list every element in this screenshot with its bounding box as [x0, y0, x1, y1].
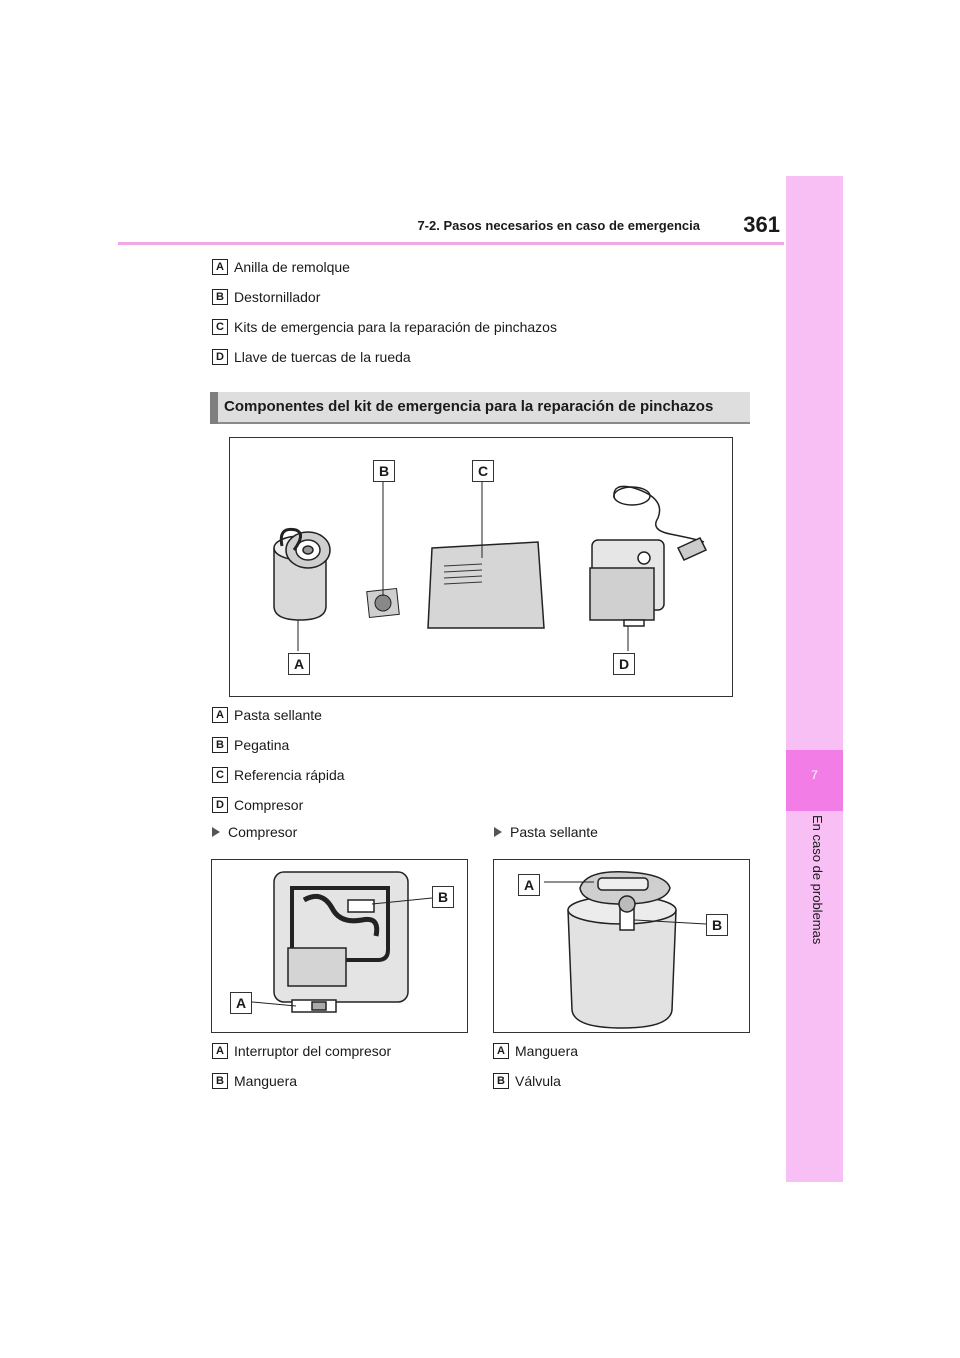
triangle-bullet-icon [212, 827, 220, 837]
list-item [212, 705, 322, 725]
chapter-side-tab [786, 176, 843, 1182]
list-item [212, 1071, 297, 1091]
page-number: 361 [743, 212, 780, 237]
item-badge: C [212, 319, 228, 335]
item-label: Pegatina [234, 737, 290, 753]
figure-callout-label: B [373, 460, 395, 482]
item-badge: B [212, 289, 228, 305]
compressor-drawing [590, 486, 706, 626]
section-title: Componentes del kit de emergencia para la reparación de pinchazos [224, 398, 714, 415]
item-badge: C [212, 767, 228, 783]
list-item [212, 1041, 391, 1061]
figure-callout-label: A [288, 653, 310, 675]
item-label: Destornillador [234, 289, 321, 305]
item-label: Manguera [234, 1073, 298, 1089]
item-label: Referencia rápida [234, 767, 345, 783]
list-item [212, 347, 411, 367]
list-item [493, 1071, 561, 1091]
quick-reference-drawing [428, 542, 544, 628]
triangle-bullet-icon [494, 827, 502, 837]
figure-callout-label: A [230, 992, 252, 1014]
item-label: Pasta sellante [234, 707, 322, 723]
figure-callout-label: B [432, 886, 454, 908]
item-badge: D [212, 349, 228, 365]
figure-callout-label: C [472, 460, 494, 482]
list-item [212, 795, 303, 815]
sealant-figure [493, 859, 750, 1033]
item-badge: A [212, 259, 228, 275]
compressor-heading-text: Compresor [228, 824, 298, 840]
item-badge: B [493, 1073, 509, 1089]
section-label: 7-2. Pasos necesarios en caso de emergencia [417, 218, 700, 233]
item-label: Compresor [234, 797, 304, 813]
chapter-title: En caso de problemas [810, 815, 825, 945]
item-label: Kits de emergencia para la reparación de pinchazos [234, 319, 557, 335]
sealant-heading [494, 824, 598, 840]
item-badge: A [212, 707, 228, 723]
item-badge: B [212, 737, 228, 753]
section-heading-accent [210, 392, 218, 424]
list-item [212, 735, 289, 755]
kit-components-figure [229, 437, 733, 697]
list-item [212, 765, 345, 785]
sealant-bottle-drawing [274, 529, 330, 620]
chapter-number: 7 [811, 768, 818, 782]
list-item [212, 317, 557, 337]
item-badge: D [212, 797, 228, 813]
figure-callout-label: A [518, 874, 540, 896]
item-label: Llave de tuercas de la rueda [234, 349, 411, 365]
figure-callout-label: D [613, 653, 635, 675]
item-label: Válvula [515, 1073, 561, 1089]
item-badge: B [212, 1073, 228, 1089]
header-divider [118, 242, 784, 245]
item-label: Manguera [515, 1043, 579, 1059]
item-badge: A [212, 1043, 228, 1059]
compressor-figure [211, 859, 468, 1033]
list-item [493, 1041, 578, 1061]
item-label: Anilla de remolque [234, 259, 350, 275]
item-badge: A [493, 1043, 509, 1059]
compressor-heading [212, 824, 297, 840]
list-item [212, 287, 320, 307]
item-label: Interruptor del compresor [234, 1043, 392, 1059]
sealant-heading-text: Pasta sellante [510, 824, 598, 840]
list-item [212, 257, 350, 277]
figure-callout-label: B [706, 914, 728, 936]
